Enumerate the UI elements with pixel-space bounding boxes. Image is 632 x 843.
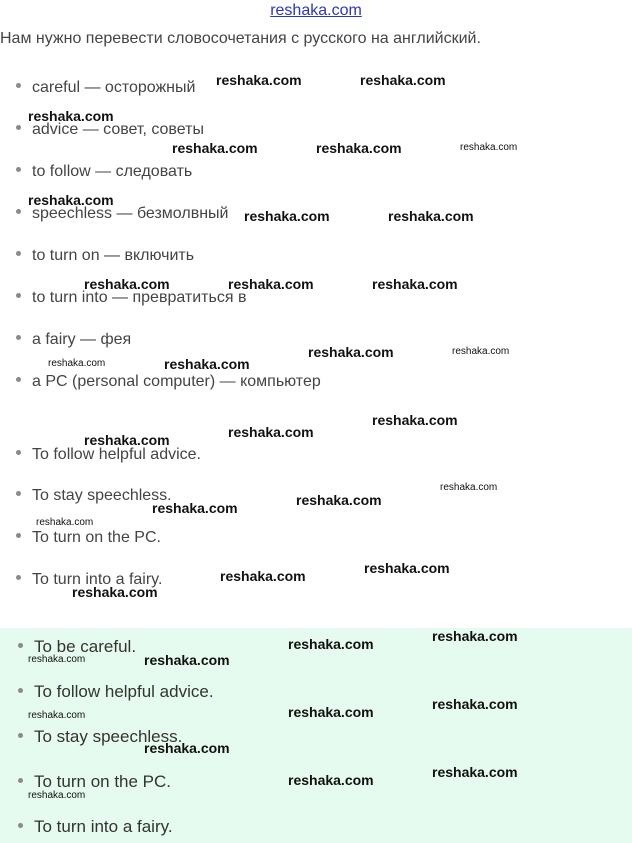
- bullet-icon: [18, 778, 23, 783]
- watermark: reshaka.com: [308, 344, 394, 360]
- watermark: reshaka.com: [288, 704, 374, 720]
- watermark: reshaka.com: [440, 482, 498, 493]
- bullet-icon: [16, 575, 21, 580]
- phrase-item: [16, 529, 161, 547]
- bullet-icon: [16, 125, 21, 130]
- watermark: reshaka.com: [28, 654, 86, 665]
- vocab-item-text: a PC (personal computer) — компьютер: [32, 373, 321, 390]
- watermark: reshaka.com: [84, 276, 170, 292]
- watermark: reshaka.com: [364, 560, 450, 576]
- watermark: reshaka.com: [36, 517, 94, 528]
- bullet-icon: [18, 823, 23, 828]
- watermark: reshaka.com: [460, 142, 518, 153]
- bullet-icon: [16, 377, 21, 382]
- phrase-item: [16, 487, 172, 505]
- phrase-item-text: To stay speechless.: [32, 487, 172, 504]
- intro-text: Нам нужно перевести словосочетания с русского на английский.: [0, 30, 481, 47]
- watermark: reshaka.com: [228, 276, 314, 292]
- answer-item-text: To follow helpful advice.: [34, 682, 214, 701]
- watermark: reshaka.com: [288, 636, 374, 652]
- watermark: reshaka.com: [432, 764, 518, 780]
- phrase-item-text: To turn into a fairy.: [32, 571, 163, 588]
- watermark: reshaka.com: [432, 628, 518, 644]
- answer-item: [18, 817, 173, 837]
- answer-item-text: To turn into a fairy.: [34, 817, 173, 836]
- answer-item-text: To turn on the PC.: [34, 772, 172, 791]
- watermark: reshaka.com: [288, 772, 374, 788]
- bullet-icon: [16, 251, 21, 256]
- answer-item-text: To be careful.: [34, 637, 137, 656]
- bullet-icon: [16, 209, 21, 214]
- watermark: reshaka.com: [228, 424, 314, 440]
- answer-item: [18, 772, 171, 792]
- vocab-item-text: to turn into — превратиться в: [32, 289, 247, 306]
- vocab-item-text: careful — осторожный: [32, 79, 196, 96]
- watermark: reshaka.com: [452, 346, 510, 357]
- answer-item: [18, 682, 214, 702]
- watermark: reshaka.com: [372, 412, 458, 428]
- vocab-item: [16, 79, 195, 97]
- watermark: reshaka.com: [144, 740, 230, 756]
- watermark: reshaka.com: [244, 208, 330, 224]
- watermark: reshaka.com: [388, 208, 474, 224]
- watermark: reshaka.com: [220, 568, 306, 584]
- phrase-item-text: To follow helpful advice.: [32, 446, 201, 463]
- bullet-icon: [16, 450, 21, 455]
- watermark: reshaka.com: [84, 432, 170, 448]
- watermark: reshaka.com: [28, 108, 114, 124]
- vocab-item: [16, 247, 194, 265]
- watermark: reshaka.com: [316, 140, 402, 156]
- watermark: reshaka.com: [216, 72, 302, 88]
- vocab-item-text: a fairy — фея: [32, 331, 132, 348]
- watermark: reshaka.com: [72, 584, 158, 600]
- answer-box: [0, 628, 632, 843]
- bullet-icon: [16, 533, 21, 538]
- vocab-item: [16, 331, 131, 349]
- watermark: reshaka.com: [360, 72, 446, 88]
- phrase-item: [16, 446, 201, 464]
- bullet-icon: [16, 335, 21, 340]
- vocab-item-text: advice — совет, советы: [32, 121, 204, 138]
- vocab-item-text: speechless — безмолвный: [32, 205, 229, 222]
- watermark: reshaka.com: [432, 696, 518, 712]
- watermark: reshaka.com: [28, 192, 114, 208]
- watermark: reshaka.com: [48, 358, 106, 369]
- bullet-icon: [18, 643, 23, 648]
- watermark: reshaka.com: [164, 356, 250, 372]
- watermark: reshaka.com: [144, 652, 230, 668]
- vocab-item: [16, 163, 192, 181]
- answer-item-text: To stay speechless.: [34, 727, 183, 746]
- watermark: reshaka.com: [28, 710, 86, 721]
- watermark: reshaka.com: [172, 140, 258, 156]
- bullet-icon: [16, 167, 21, 172]
- bullet-icon: [16, 491, 21, 496]
- bullet-icon: [16, 83, 21, 88]
- vocab-item-text: to turn on — включить: [32, 247, 195, 264]
- bullet-icon: [18, 688, 23, 693]
- bullet-icon: [18, 733, 23, 738]
- watermark: reshaka.com: [372, 276, 458, 292]
- watermark: reshaka.com: [296, 492, 382, 508]
- bullet-icon: [16, 293, 21, 298]
- watermark: reshaka.com: [152, 500, 238, 516]
- phrase-item-text: To turn on the PC.: [32, 529, 161, 546]
- watermark: reshaka.com: [28, 790, 86, 801]
- header-site-link[interactable]: reshaka.com: [270, 2, 362, 19]
- vocab-item: [16, 373, 321, 391]
- vocab-item-text: to follow — следовать: [32, 163, 193, 180]
